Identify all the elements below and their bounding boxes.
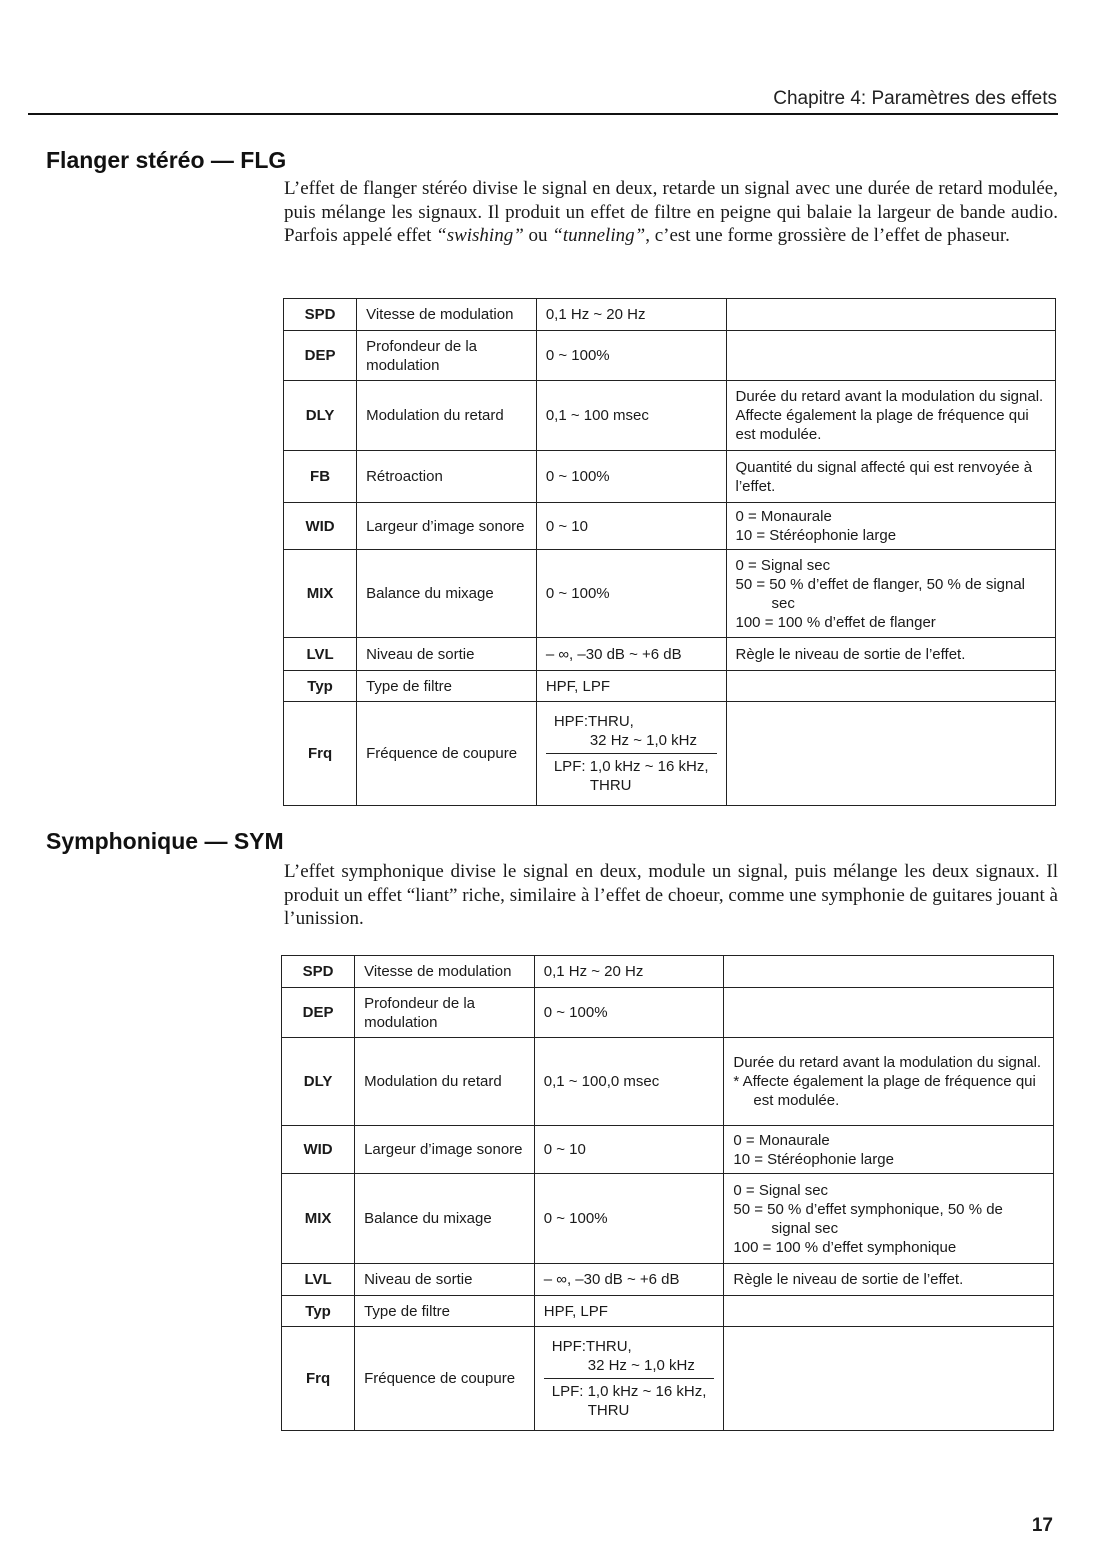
range-hpf (544, 1334, 715, 1378)
table-row (284, 331, 1056, 381)
param-range: 0 ~ 100% (536, 550, 726, 638)
flanger-term-tunneling: “tunneling” (552, 225, 646, 246)
range-line: THRU (589, 777, 632, 794)
desc-line: 100 = 100 % d’effet symphonique (733, 1238, 957, 1256)
table-row (284, 671, 1056, 702)
param-code: Typ (284, 671, 357, 702)
param-desc (724, 1038, 1054, 1126)
param-range: 0 ~ 10 (534, 1126, 724, 1174)
range-lpf (544, 1378, 715, 1423)
table-row (282, 1296, 1054, 1327)
param-code: SPD (284, 299, 357, 331)
range-line: LPF: 1,0 kHz ~ 16 kHz, (553, 758, 709, 775)
param-code: Frq (284, 702, 357, 806)
param-range: 0 ~ 100% (536, 331, 726, 381)
range-hpf (546, 709, 717, 753)
param-code: SPD (282, 956, 355, 988)
range-line: 32 Hz ~ 1,0 kHz (587, 1357, 695, 1374)
table-row (282, 988, 1054, 1038)
range-line: HPF:THRU, (551, 1338, 632, 1355)
symphonic-param-table (281, 955, 1054, 1431)
param-range: 0,1 ~ 100,0 msec (534, 1038, 724, 1126)
flanger-description-text-3: , c’est une forme grossière de l’effet de phaseur. (645, 225, 1010, 246)
range-line: 32 Hz ~ 1,0 kHz (589, 732, 697, 749)
param-range: 0,1 Hz ~ 20 Hz (534, 956, 724, 988)
param-code: WID (284, 503, 357, 550)
flanger-section-title: Flanger stéréo — FLG (46, 147, 287, 173)
table-row (284, 550, 1056, 638)
desc-line: 0 = Signal sec (733, 1181, 829, 1199)
desc-line: 10 = Stéréophonie large (733, 1150, 894, 1168)
param-range: HPF, LPF (536, 671, 726, 702)
range-lpf (546, 753, 717, 798)
param-range (536, 702, 726, 806)
param-desc (726, 702, 1056, 806)
param-desc: Quantité du signal affecté qui est renvoyée à l’effet. (726, 451, 1056, 503)
table-row (282, 1126, 1054, 1174)
param-name: Niveau de sortie (357, 638, 537, 671)
param-name: Largeur d’image sonore (357, 503, 537, 550)
table-row (284, 702, 1056, 806)
table-row (282, 1327, 1054, 1431)
param-desc (724, 1327, 1054, 1431)
desc-line: Durée du retard avant la modulation du signal. (733, 1054, 1042, 1071)
range-line: THRU (587, 1402, 630, 1419)
param-name: Profondeur de la modulation (357, 331, 537, 381)
param-desc: Règle le niveau de sortie de l’effet. (724, 1264, 1054, 1296)
param-code: MIX (284, 550, 357, 638)
param-name: Fréquence de coupure (357, 702, 537, 806)
param-range: 0,1 ~ 100 msec (536, 381, 726, 451)
param-code: Typ (282, 1296, 355, 1327)
param-range: 0 ~ 100% (534, 988, 724, 1038)
param-name: Modulation du retard (355, 1038, 535, 1126)
flanger-description-text-1: L’effet de flanger stéréo divise le signal en deux, retarde un signal avec une durée de retard modulée, puis mélange les signaux. Il produit un effet de filtre en peigne qui balaie la largeur de bande audio. Parfois appelé effet (284, 178, 1058, 246)
param-name: Type de filtre (357, 671, 537, 702)
desc-line: signal sec (771, 1219, 839, 1237)
param-desc (726, 331, 1056, 381)
param-desc: Règle le niveau de sortie de l’effet. (726, 638, 1056, 671)
param-name: Niveau de sortie (355, 1264, 535, 1296)
param-name: Vitesse de modulation (355, 956, 535, 988)
param-name: Largeur d’image sonore (355, 1126, 535, 1174)
param-range: 0,1 Hz ~ 20 Hz (536, 299, 726, 331)
param-desc (724, 1296, 1054, 1327)
table-row (282, 1264, 1054, 1296)
param-desc (726, 550, 1056, 638)
table-row (282, 956, 1054, 988)
desc-line: 100 = 100 % d’effet de flanger (735, 613, 936, 631)
param-name: Profondeur de la modulation (355, 988, 535, 1038)
param-range: 0 ~ 100% (534, 1174, 724, 1264)
param-name: Balance du mixage (357, 550, 537, 638)
header-rule (28, 113, 1058, 115)
param-code: MIX (282, 1174, 355, 1264)
param-desc (726, 299, 1056, 331)
symphonic-description: L’effet symphonique divise le signal en deux, module un signal, puis mélange les deux signaux. Il produit un effet “liant” riche, similaire à l’effet de choeur, comme une symphonie de guitares jouant à l’unission. (284, 861, 1058, 929)
table-row (282, 1174, 1054, 1264)
desc-line: 10 = Stéréophonie large (735, 527, 897, 544)
symphonic-section-title: Symphonique — SYM (46, 828, 284, 854)
param-desc (726, 671, 1056, 702)
flanger-description-text-2: ou (523, 225, 553, 246)
param-range (534, 1327, 724, 1431)
param-range: 0 ~ 100% (536, 451, 726, 503)
table-row (284, 503, 1056, 550)
flanger-description (284, 177, 1058, 248)
param-range: – ∞, –30 dB ~ +6 dB (536, 638, 726, 671)
chapter-title: Chapitre 4: Paramètres des effets (773, 88, 1057, 109)
desc-line: 0 = Monaurale (735, 508, 832, 525)
table-row (284, 381, 1056, 451)
desc-line: 0 = Monaurale (733, 1131, 830, 1149)
param-code: DLY (284, 381, 357, 451)
param-range: – ∞, –30 dB ~ +6 dB (534, 1264, 724, 1296)
param-name: Type de filtre (355, 1296, 535, 1327)
param-code: FB (284, 451, 357, 503)
param-code: Frq (282, 1327, 355, 1431)
table-row (282, 1038, 1054, 1126)
param-code: WID (282, 1126, 355, 1174)
desc-line: 0 = Signal sec (735, 556, 831, 574)
table-row (284, 299, 1056, 331)
flanger-param-table (283, 298, 1056, 806)
param-code: DEP (282, 988, 355, 1038)
param-name: Fréquence de coupure (355, 1327, 535, 1431)
param-name: Vitesse de modulation (357, 299, 537, 331)
param-desc (724, 1126, 1054, 1174)
desc-note: * Affecte également la plage de fréquence qui est modulée. (733, 1073, 1036, 1109)
range-line: HPF:THRU, (553, 713, 634, 730)
param-desc (724, 956, 1054, 988)
desc-line: 50 = 50 % d’effet de flanger, 50 % de signal (735, 575, 1026, 593)
param-range: HPF, LPF (534, 1296, 724, 1327)
desc-line: 50 = 50 % d’effet symphonique, 50 % de (733, 1200, 1003, 1218)
param-code: LVL (282, 1264, 355, 1296)
param-code: LVL (284, 638, 357, 671)
param-name: Rétroaction (357, 451, 537, 503)
desc-line: sec (771, 594, 795, 612)
page-number: 17 (1031, 1515, 1053, 1536)
flanger-term-swishing: “swishing” (436, 225, 524, 246)
param-code: DEP (284, 331, 357, 381)
param-desc (724, 988, 1054, 1038)
param-desc (724, 1174, 1054, 1264)
param-desc (726, 503, 1056, 550)
table-row (284, 638, 1056, 671)
param-desc: Durée du retard avant la modulation du signal. Affecte également la plage de fréquence qui est modulée. (726, 381, 1056, 451)
param-name: Balance du mixage (355, 1174, 535, 1264)
range-line: LPF: 1,0 kHz ~ 16 kHz, (551, 1383, 707, 1400)
table-row (284, 451, 1056, 503)
param-code: DLY (282, 1038, 355, 1126)
param-range: 0 ~ 10 (536, 503, 726, 550)
param-name: Modulation du retard (357, 381, 537, 451)
